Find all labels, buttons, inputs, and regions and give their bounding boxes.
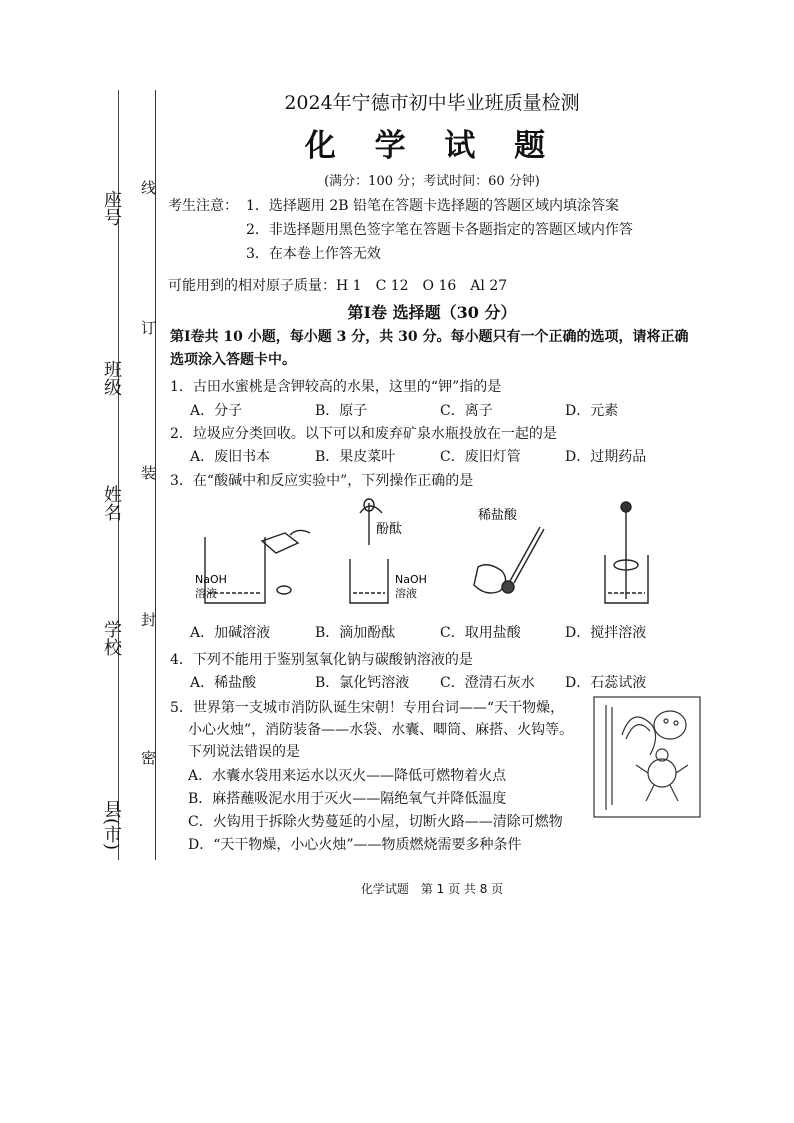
option: B．氯化钙溶液 [315, 675, 410, 691]
option: A．分子 [190, 403, 243, 419]
dropper-c-icon [474, 527, 544, 593]
hcl-label: 稀盐酸 [478, 508, 518, 523]
question-options [190, 400, 690, 420]
page-footer: 化学试题 第 1 页 共 8 页 [360, 882, 504, 896]
option: C．火钩用于拆除火势蔓延的小屋，切断火路——清除可燃物 [188, 814, 563, 830]
notes-label: 考生注意： [168, 198, 238, 214]
name-label: 姓名 [101, 485, 122, 521]
question-options [190, 622, 690, 642]
option: C．取用盐酸 [440, 625, 521, 641]
option: B．果皮菜叶 [315, 449, 396, 465]
score-info: (满分：100 分；考试时间：60 分钟) [324, 174, 540, 189]
question-stem: 3．在“酸碱中和反应实验中”，下列操作正确的是 [170, 473, 474, 489]
county-label: 县(市) [101, 800, 122, 851]
option: D．石蕊试液 [565, 675, 647, 691]
seat-label: 座号 [101, 190, 122, 226]
solution-label-a: 溶液 [195, 587, 217, 600]
question-options [190, 672, 690, 692]
q3-apparatus-figure [180, 495, 700, 617]
option: B．滴加酚酞 [315, 625, 396, 641]
option: D．过期药品 [565, 449, 647, 465]
beaker-a-icon [205, 530, 310, 603]
question-stem-cont: 小心火烛”，消防装备——水袋、水囊、唧筒、麻搭、火钩等。 [188, 722, 574, 738]
option: B．麻搭蘸吸泥水用于灭火——隔绝氧气并降低温度 [188, 791, 507, 807]
note-item: 3．在本卷上作答无效 [246, 246, 381, 262]
beaker-d-icon [605, 502, 648, 603]
beaker-b-icon [350, 499, 388, 603]
notes [168, 194, 633, 266]
question-stem: 4．下列不能用于鉴别氢氧化钠与碳酸钠溶液的是 [170, 652, 473, 668]
section-intro: 第Ⅰ卷共 10 小题，每小题 3 分，共 30 分。每小题只有一个正确的选项，请将正确选项涂入答题卡中。 [170, 329, 689, 368]
school-label: 学校 [101, 620, 122, 656]
binding-mark-ding: 订 [139, 320, 157, 335]
question-options [190, 446, 690, 466]
option: D．搅拌溶液 [565, 625, 647, 641]
option: A．稀盐酸 [190, 675, 257, 691]
binding-mark-feng: 封 [139, 612, 157, 627]
option: C．离子 [440, 403, 493, 419]
option: A．加碱溶液 [190, 625, 271, 641]
atomic-masses: 可能用到的相对原子质量：H 1 C 12 O 16 Al 27 [168, 278, 508, 294]
class-label: 班级 [101, 360, 122, 396]
option: B．原子 [315, 403, 368, 419]
note-item: 1．选择题用 2B 铅笔在答题卡选择题的答题区域内填涂答案 [246, 198, 620, 214]
phenolphthalein-label: 酚酞 [376, 522, 403, 537]
question-stem-cont: 下列说法错误的是 [188, 744, 300, 760]
naoh-label-b: NaOH [395, 573, 427, 586]
section-title: 第Ⅰ卷 选择题（30 分） [347, 303, 517, 322]
ancient-fire-equipment-illustration [592, 695, 702, 820]
binding-mark-xian: 线 [139, 180, 157, 195]
option: A．水囊水袋用来运水以灭火——降低可燃物着火点 [188, 768, 507, 784]
binding-mark-zhuang: 装 [139, 465, 157, 480]
exam-title: 2024年宁德市初中毕业班质量检测 [284, 92, 580, 114]
binding-mark-mi: 密 [139, 750, 157, 765]
option: A．废旧书本 [190, 449, 271, 465]
option: C．澄清石灰水 [440, 675, 535, 691]
solution-label-b: 溶液 [395, 587, 417, 600]
naoh-label-a: NaOH [195, 573, 227, 586]
option: C．废旧灯管 [440, 449, 521, 465]
option: D．“天干物燥，小心火烛”——物质燃烧需要多种条件 [188, 837, 522, 853]
subject-title: 化 学 试 题 [304, 128, 560, 164]
question-stem: 5．世界第一支城市消防队诞生宋朝！专用台词——“天干物燥， [170, 700, 565, 716]
note-item: 2．非选择题用黑色签字笔在答题卡各题指定的答题区域内作答 [246, 222, 633, 238]
question-stem: 1．古田水蜜桃是含钾较高的水果，这里的“钾”指的是 [170, 379, 502, 395]
option: D．元素 [565, 403, 619, 419]
question-stem: 2．垃圾应分类回收。以下可以和废弃矿泉水瓶投放在一起的是 [170, 426, 557, 442]
